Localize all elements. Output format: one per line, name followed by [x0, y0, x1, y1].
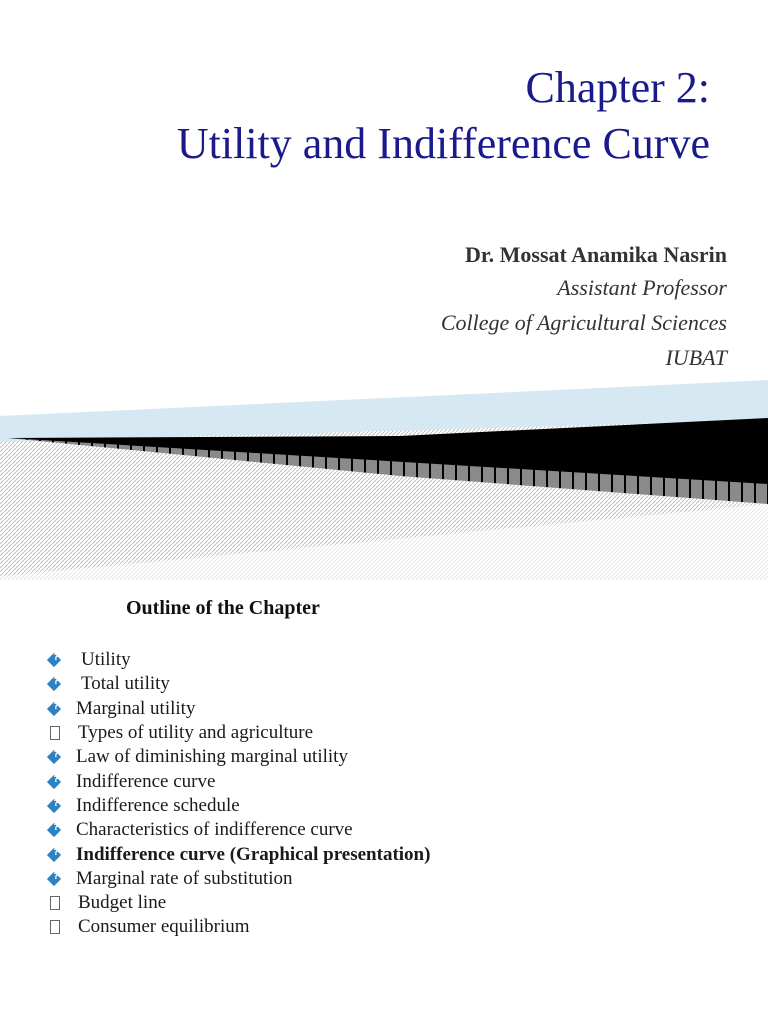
list-item-label: Total utility [81, 673, 170, 695]
diamond-icon [47, 702, 61, 716]
box-icon [50, 726, 60, 740]
diamond-icon [47, 750, 61, 764]
box-icon [50, 896, 60, 910]
list-item [48, 648, 430, 672]
list-item [48, 697, 430, 721]
list-item-label: Marginal utility [76, 697, 196, 719]
list-item-label: Types of utility and agriculture [78, 722, 314, 744]
list-item-label: Indifference curve (Graphical presentation) [76, 843, 431, 865]
title-line-1: Chapter 2: [525, 63, 710, 112]
diamond-icon [47, 847, 61, 861]
diamond-icon [47, 823, 61, 837]
list-item-label: Indifference schedule [76, 794, 240, 816]
list-item-label: Law of diminishing marginal utility [76, 746, 348, 768]
diamond-icon [47, 653, 61, 667]
author-university: IUBAT [665, 345, 727, 370]
list-item-label: Marginal rate of substitution [76, 867, 293, 889]
title-line-2: Utility and Indifference Curve [176, 119, 710, 168]
list-item [48, 794, 430, 818]
list-item-label: Consumer equilibrium [78, 916, 250, 938]
list-item [48, 891, 430, 915]
diamond-icon [47, 677, 61, 691]
author-college: College of Agricultural Sciences [440, 310, 727, 335]
list-item [48, 721, 430, 745]
decorative-banner [0, 380, 768, 580]
list-item [48, 745, 430, 769]
list-item [48, 842, 430, 866]
list-item [48, 672, 430, 696]
author-name: Dr. Mossat Anamika Nasrin [465, 242, 727, 267]
box-icon [50, 920, 60, 934]
list-item-label: Utility [81, 649, 131, 671]
list-item [48, 915, 430, 939]
slide-title [177, 60, 710, 172]
author-position: Assistant Professor [557, 275, 727, 300]
list-item-label: Characteristics of indifference curve [76, 819, 353, 841]
diamond-icon [47, 799, 61, 813]
diamond-icon [47, 775, 61, 789]
list-item-label: Indifference curve [76, 770, 216, 792]
diamond-icon [47, 872, 61, 886]
list-item [48, 818, 430, 842]
list-item [48, 769, 430, 793]
list-item-label: Budget line [78, 892, 167, 914]
author-block [441, 240, 727, 375]
outline-list [48, 648, 430, 940]
list-item [48, 867, 430, 891]
outline-heading: Outline of the Chapter [126, 597, 320, 619]
